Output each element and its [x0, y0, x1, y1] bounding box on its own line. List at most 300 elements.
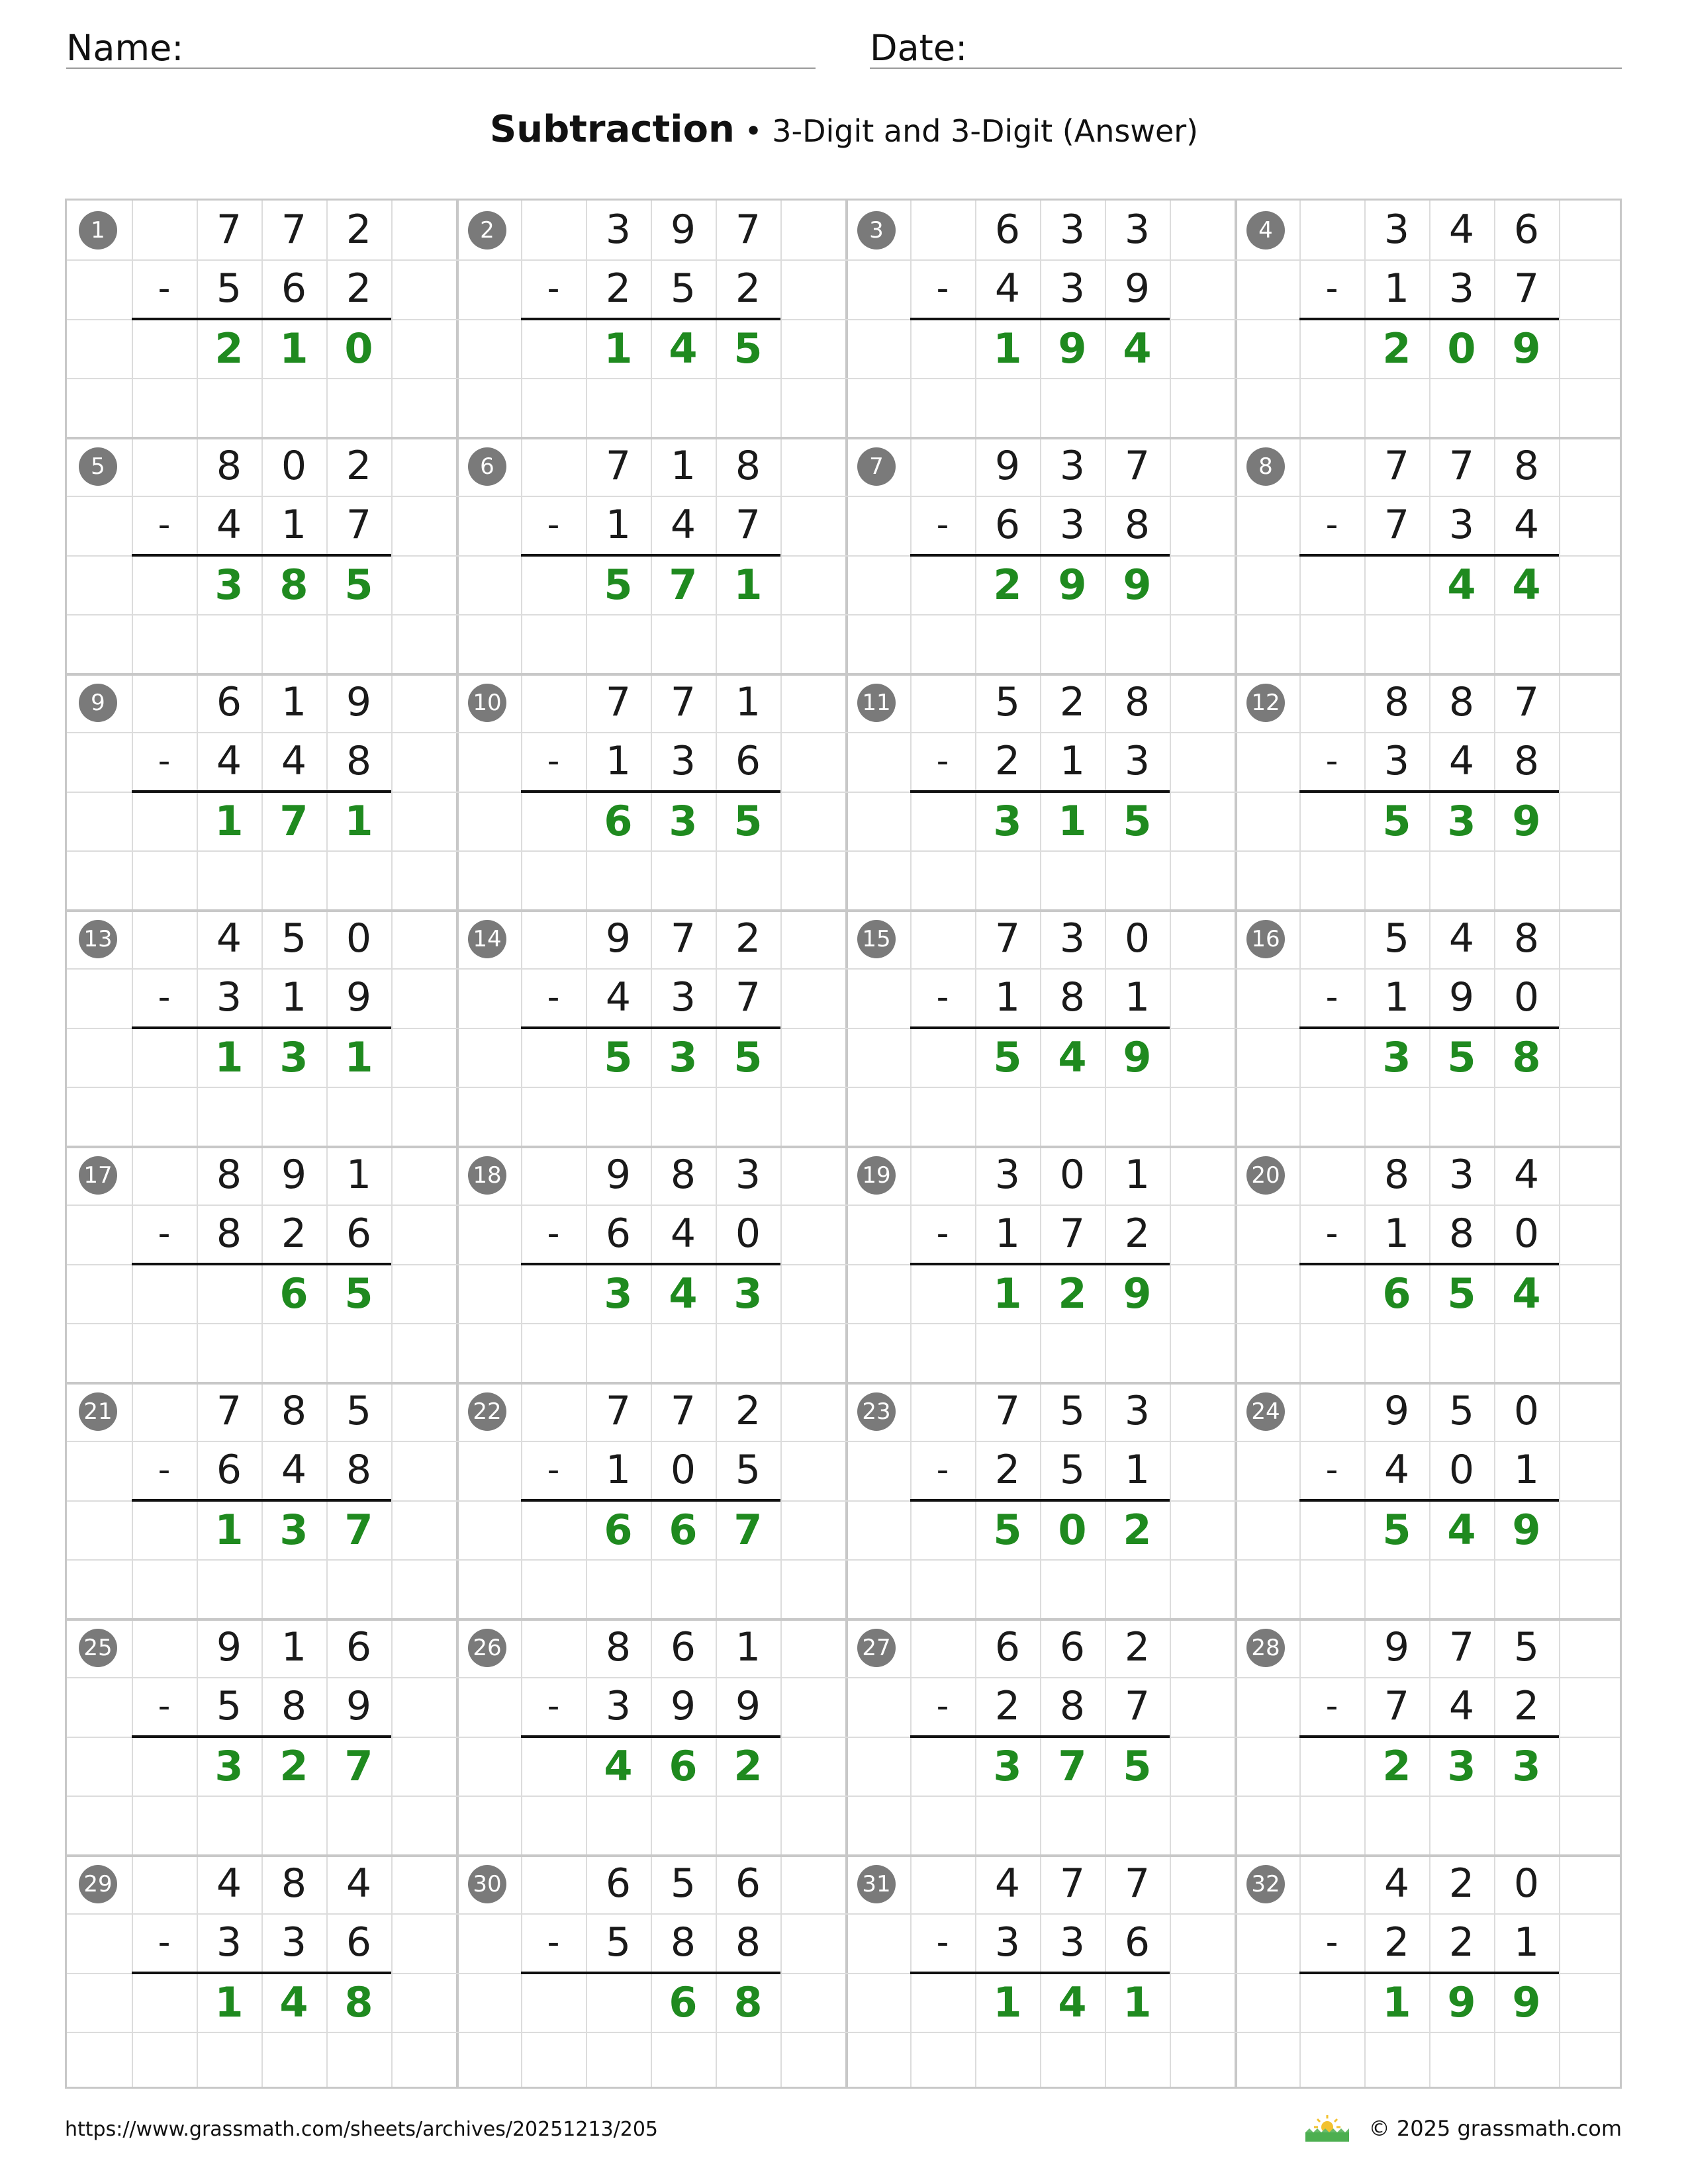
answer-rule: [132, 790, 391, 793]
minus-sign: -: [158, 741, 171, 782]
minuend-digit: 2: [346, 206, 372, 253]
minuend-digit: 7: [216, 1388, 242, 1434]
answer-rule: [521, 1263, 780, 1265]
minus-sign: -: [547, 1686, 560, 1727]
minuend-digit: 7: [281, 206, 307, 253]
problem-number-badge: 15: [857, 920, 896, 958]
answer-digit: 9: [1058, 560, 1087, 609]
answer-digit: 9: [1512, 796, 1541, 845]
minus-sign: -: [547, 1450, 560, 1490]
minuend-digit: 0: [281, 443, 307, 489]
answer-rule: [910, 1499, 1170, 1502]
minuend-digit: 4: [1383, 1860, 1410, 1907]
minus-sign: -: [158, 1686, 171, 1727]
subtrahend-digit: 3: [1383, 738, 1410, 785]
problem-number-badge: 24: [1246, 1392, 1285, 1431]
subtrahend-digit: 7: [1383, 502, 1410, 549]
subtrahend-digit: 8: [346, 738, 372, 785]
minuend-digit: 9: [281, 1152, 307, 1198]
minus-sign: -: [1325, 1214, 1338, 1254]
minus-sign: -: [936, 1214, 949, 1254]
minus-sign: -: [1325, 1450, 1338, 1490]
minuend-digit: 7: [1383, 443, 1410, 489]
answer-rule: [132, 1263, 391, 1265]
answer-digit: 3: [214, 560, 244, 609]
minus-sign: -: [158, 1214, 171, 1254]
subtrahend-digit: 8: [1448, 1210, 1475, 1257]
answer-digit: 7: [344, 1505, 373, 1554]
minuend-digit: 7: [1124, 443, 1150, 489]
minuend-digit: 4: [216, 1860, 242, 1907]
problem-number-badge: 13: [79, 920, 117, 958]
answer-digit: 5: [344, 560, 373, 609]
answer-rule: [1299, 1263, 1559, 1265]
subtrahend-digit: 3: [1448, 502, 1475, 549]
subtrahend-digit: 7: [1383, 1683, 1410, 1730]
problem-number-badge: 1: [79, 211, 117, 250]
problem-number-badge: 9: [79, 684, 117, 722]
minuend-digit: 7: [994, 915, 1021, 962]
subtrahend-digit: 6: [281, 265, 307, 312]
problem-number-badge: 14: [468, 920, 506, 958]
problem-number-badge: 11: [857, 684, 896, 722]
problem-number-badge: 19: [857, 1156, 896, 1195]
answer-digit: 7: [733, 1505, 763, 1554]
problem-number-badge: 29: [79, 1865, 117, 1903]
minuend-digit: 9: [1383, 1624, 1410, 1670]
answer-digit: 9: [1058, 324, 1087, 373]
answer-digit: 1: [214, 1505, 244, 1554]
answer-digit: 2: [279, 1741, 308, 1790]
subtrahend-digit: 0: [670, 1447, 696, 1494]
subtrahend-digit: 7: [1059, 1210, 1086, 1257]
answer-digit: 3: [1447, 1741, 1476, 1790]
answer-digit: 7: [669, 560, 698, 609]
answer-digit: 5: [1447, 1269, 1476, 1318]
subtrahend-digit: 9: [735, 1683, 761, 1730]
answer-digit: 5: [1382, 796, 1411, 845]
minus-sign: -: [158, 978, 171, 1018]
minuend-digit: 8: [735, 443, 761, 489]
problem-12: [1235, 673, 1624, 909]
minuend-digit: 7: [735, 206, 761, 253]
minuend-digit: 6: [216, 679, 242, 725]
minuend-digit: 3: [994, 1152, 1021, 1198]
subtrahend-digit: 5: [670, 265, 696, 312]
subtrahend-digit: 6: [346, 1919, 372, 1966]
minus-sign: -: [547, 1214, 560, 1254]
minuend-digit: 5: [1383, 915, 1410, 962]
subtrahend-digit: 7: [1124, 1683, 1150, 1730]
answer-digit: 1: [993, 1269, 1022, 1318]
subtrahend-digit: 5: [216, 265, 242, 312]
minuend-digit: 2: [1059, 679, 1086, 725]
minuend-digit: 9: [346, 679, 372, 725]
minuend-digit: 7: [1448, 1624, 1475, 1670]
answer-digit: 2: [1123, 1505, 1152, 1554]
minuend-digit: 1: [735, 1624, 761, 1670]
answer-digit: 5: [1123, 1741, 1152, 1790]
subtrahend-digit: 7: [346, 502, 372, 549]
subtrahend-digit: 6: [346, 1210, 372, 1257]
subtrahend-digit: 1: [1059, 738, 1086, 785]
answer-rule: [521, 1026, 780, 1029]
subtrahend-digit: 2: [1124, 1210, 1150, 1257]
minuend-digit: 6: [735, 1860, 761, 1907]
subtrahend-digit: 2: [994, 1447, 1021, 1494]
problem-26: [456, 1618, 845, 1854]
answer-digit: 1: [993, 1978, 1022, 2026]
minuend-digit: 1: [281, 1624, 307, 1670]
minuend-digit: 4: [1513, 1152, 1540, 1198]
answer-digit: 4: [1447, 560, 1476, 609]
problem-13: [67, 909, 456, 1146]
problem-number-badge: 23: [857, 1392, 896, 1431]
answer-digit: 1: [279, 324, 308, 373]
minuend-digit: 8: [605, 1624, 632, 1670]
minuend-digit: 3: [605, 206, 632, 253]
subtrahend-digit: 4: [1513, 502, 1540, 549]
answer-rule: [1299, 318, 1559, 320]
minuend-digit: 3: [1059, 443, 1086, 489]
subtrahend-digit: 7: [1513, 265, 1540, 312]
answer-digit: 6: [669, 1978, 698, 2026]
problem-number-badge: 21: [79, 1392, 117, 1431]
answer-digit: 5: [733, 796, 763, 845]
subtrahend-digit: 5: [216, 1683, 242, 1730]
problem-7: [845, 437, 1235, 673]
subtrahend-digit: 3: [281, 1919, 307, 1966]
answer-digit: 4: [1058, 1032, 1087, 1081]
problem-15: [845, 909, 1235, 1146]
answer-digit: 7: [344, 1741, 373, 1790]
subtrahend-digit: 9: [1124, 265, 1150, 312]
problem-number-badge: 16: [1246, 920, 1285, 958]
subtrahend-digit: 1: [1383, 265, 1410, 312]
minus-sign: -: [1325, 269, 1338, 309]
minus-sign: -: [158, 1923, 171, 1963]
subtrahend-digit: 3: [670, 974, 696, 1021]
problem-number-badge: 20: [1246, 1156, 1285, 1195]
subtrahend-digit: 1: [1513, 1447, 1540, 1494]
name-label: Name:: [66, 27, 184, 69]
answer-digit: 3: [279, 1505, 308, 1554]
answer-digit: 1: [993, 324, 1022, 373]
answer-digit: 2: [1058, 1269, 1087, 1318]
problem-22: [456, 1382, 845, 1618]
problem-number-badge: 30: [468, 1865, 506, 1903]
answer-digit: 9: [1123, 1032, 1152, 1081]
subtrahend-digit: 3: [1124, 738, 1150, 785]
answer-rule: [1299, 1972, 1559, 1974]
minuend-digit: 9: [605, 1152, 632, 1198]
minus-sign: -: [936, 741, 949, 782]
answer-digit: 5: [604, 1032, 633, 1081]
minuend-digit: 6: [1513, 206, 1540, 253]
subtrahend-digit: 2: [1513, 1683, 1540, 1730]
problem-number-badge: 8: [1246, 447, 1285, 486]
minus-sign: -: [158, 269, 171, 309]
subtrahend-digit: 1: [1124, 1447, 1150, 1494]
answer-digit: 9: [1512, 1978, 1541, 2026]
answer-rule: [910, 318, 1170, 320]
problem-3: [845, 201, 1235, 437]
minuend-digit: 7: [670, 1388, 696, 1434]
problem-2: [456, 201, 845, 437]
subtrahend-digit: 1: [605, 502, 632, 549]
minuend-digit: 5: [670, 1860, 696, 1907]
title-main: Subtraction: [489, 108, 735, 151]
subtrahend-digit: 1: [1383, 1210, 1410, 1257]
minuend-digit: 0: [1124, 915, 1150, 962]
answer-rule: [132, 554, 391, 557]
subtrahend-digit: 3: [994, 1919, 1021, 1966]
minuend-digit: 2: [1448, 1860, 1475, 1907]
name-line[interactable]: [66, 68, 816, 69]
subtrahend-digit: 5: [735, 1447, 761, 1494]
problem-4: [1235, 201, 1624, 437]
subtrahend-digit: 8: [216, 1210, 242, 1257]
minuend-digit: 7: [605, 443, 632, 489]
minus-sign: -: [936, 1450, 949, 1490]
minuend-digit: 4: [994, 1860, 1021, 1907]
problem-18: [456, 1146, 845, 1382]
subtrahend-digit: 1: [605, 738, 632, 785]
minuend-digit: 9: [670, 206, 696, 253]
problem-14: [456, 909, 845, 1146]
minuend-digit: 7: [216, 206, 242, 253]
problem-number-badge: 6: [468, 447, 506, 486]
problem-number-badge: 31: [857, 1865, 896, 1903]
problem-32: [1235, 1854, 1624, 2091]
minus-sign: -: [936, 269, 949, 309]
answer-digit: 5: [993, 1032, 1022, 1081]
answer-digit: 6: [604, 796, 633, 845]
subtrahend-digit: 6: [1124, 1919, 1150, 1966]
minuend-digit: 1: [735, 679, 761, 725]
problem-9: [67, 673, 456, 909]
answer-digit: 5: [1382, 1505, 1411, 1554]
subtrahend-digit: 0: [735, 1210, 761, 1257]
minus-sign: -: [547, 269, 560, 309]
subtrahend-digit: 2: [994, 1683, 1021, 1730]
answer-rule: [132, 1026, 391, 1029]
minuend-digit: 4: [346, 1860, 372, 1907]
minuend-digit: 8: [670, 1152, 696, 1198]
answer-digit: 4: [604, 1741, 633, 1790]
minuend-digit: 8: [1124, 679, 1150, 725]
problem-number-badge: 2: [468, 211, 506, 250]
answer-digit: 4: [669, 1269, 698, 1318]
subtrahend-digit: 6: [735, 738, 761, 785]
minuend-digit: 3: [1124, 206, 1150, 253]
answer-digit: 3: [604, 1269, 633, 1318]
subtrahend-digit: 9: [1448, 974, 1475, 1021]
answer-rule: [910, 790, 1170, 793]
answer-digit: 1: [733, 560, 763, 609]
minuend-digit: 7: [1059, 1860, 1086, 1907]
minuend-digit: 4: [1448, 206, 1475, 253]
subtrahend-digit: 8: [1124, 502, 1150, 549]
answer-digit: 3: [1512, 1741, 1541, 1790]
answer-digit: 2: [993, 560, 1022, 609]
answer-digit: 3: [214, 1741, 244, 1790]
subtrahend-digit: 8: [1059, 974, 1086, 1021]
answer-digit: 1: [344, 796, 373, 845]
minuend-digit: 8: [281, 1860, 307, 1907]
subtrahend-digit: 4: [281, 1447, 307, 1494]
minuend-digit: 5: [994, 679, 1021, 725]
subtrahend-digit: 1: [994, 1210, 1021, 1257]
answer-digit: 1: [214, 1978, 244, 2026]
minuend-digit: 7: [1513, 679, 1540, 725]
date-line[interactable]: [870, 68, 1622, 69]
answer-digit: 2: [214, 324, 244, 373]
answer-digit: 1: [604, 324, 633, 373]
answer-digit: 9: [1123, 560, 1152, 609]
minuend-digit: 7: [605, 1388, 632, 1434]
problem-number-badge: 27: [857, 1629, 896, 1667]
answer-rule: [910, 1026, 1170, 1029]
minuend-digit: 2: [1124, 1624, 1150, 1670]
minuend-digit: 2: [735, 915, 761, 962]
subtrahend-digit: 4: [670, 502, 696, 549]
minus-sign: -: [936, 1686, 949, 1727]
minus-sign: -: [1325, 1686, 1338, 1727]
title-subtitle: • 3-Digit and 3-Digit (Answer): [734, 113, 1199, 149]
answer-digit: 5: [1447, 1032, 1476, 1081]
answer-rule: [1299, 554, 1559, 557]
subtrahend-digit: 8: [346, 1447, 372, 1494]
problem-6: [456, 437, 845, 673]
minuend-digit: 5: [1059, 1388, 1086, 1434]
answer-rule: [1299, 1026, 1559, 1029]
problem-30: [456, 1854, 845, 2091]
grass-sun-logo-icon: [1303, 2114, 1352, 2143]
minus-sign: -: [1325, 505, 1338, 545]
minus-sign: -: [158, 1450, 171, 1490]
answer-digit: 3: [1382, 1032, 1411, 1081]
answer-digit: 6: [604, 1505, 633, 1554]
minus-sign: -: [547, 978, 560, 1018]
answer-rule: [521, 790, 780, 793]
problem-number-badge: 18: [468, 1156, 506, 1195]
answer-digit: 3: [993, 1741, 1022, 1790]
minuend-digit: 1: [670, 443, 696, 489]
subtrahend-digit: 1: [994, 974, 1021, 1021]
subtrahend-digit: 1: [1124, 974, 1150, 1021]
answer-digit: 1: [214, 796, 244, 845]
minuend-digit: 0: [346, 915, 372, 962]
minus-sign: -: [936, 1923, 949, 1963]
problem-number-badge: 12: [1246, 684, 1285, 722]
problem-number-badge: 25: [79, 1629, 117, 1667]
minuend-digit: 7: [670, 915, 696, 962]
answer-digit: 6: [669, 1505, 698, 1554]
answer-digit: 4: [1512, 1269, 1541, 1318]
answer-rule: [521, 554, 780, 557]
minuend-digit: 6: [346, 1624, 372, 1670]
answer-digit: 4: [1447, 1505, 1476, 1554]
answer-digit: 8: [1512, 1032, 1541, 1081]
answer-rule: [132, 1735, 391, 1738]
answer-digit: 6: [279, 1269, 308, 1318]
minuend-digit: 8: [1383, 1152, 1410, 1198]
answer-digit: 7: [1058, 1741, 1087, 1790]
problem-number-badge: 32: [1246, 1865, 1285, 1903]
subtrahend-digit: 9: [670, 1683, 696, 1730]
minus-sign: -: [1325, 978, 1338, 1018]
problem-1: [67, 201, 456, 437]
worksheet-grid: [65, 199, 1622, 2089]
subtrahend-digit: 3: [605, 1683, 632, 1730]
problem-number-badge: 26: [468, 1629, 506, 1667]
subtrahend-digit: 6: [605, 1210, 632, 1257]
answer-digit: 1: [1382, 1978, 1411, 2026]
answer-digit: 3: [993, 796, 1022, 845]
minuend-digit: 3: [1059, 915, 1086, 962]
problem-16: [1235, 909, 1624, 1146]
answer-digit: 0: [344, 324, 373, 373]
minuend-digit: 1: [281, 679, 307, 725]
minuend-digit: 7: [1448, 443, 1475, 489]
minuend-digit: 8: [216, 1152, 242, 1198]
subtrahend-digit: 2: [994, 738, 1021, 785]
subtrahend-digit: 1: [281, 974, 307, 1021]
answer-digit: 4: [279, 1978, 308, 2026]
problem-number-badge: 3: [857, 211, 896, 250]
subtrahend-digit: 9: [346, 974, 372, 1021]
subtrahend-digit: 8: [1513, 738, 1540, 785]
minuend-digit: 8: [1383, 679, 1410, 725]
answer-digit: 8: [344, 1978, 373, 2026]
answer-rule: [132, 318, 391, 320]
problem-5: [67, 437, 456, 673]
problem-28: [1235, 1618, 1624, 1854]
answer-rule: [521, 1735, 780, 1738]
minuend-digit: 7: [994, 1388, 1021, 1434]
answer-digit: 1: [214, 1032, 244, 1081]
subtrahend-digit: 1: [605, 1447, 632, 1494]
answer-digit: 9: [1512, 324, 1541, 373]
problem-11: [845, 673, 1235, 909]
subtrahend-digit: 8: [1059, 1683, 1086, 1730]
answer-digit: 8: [279, 560, 308, 609]
problem-27: [845, 1618, 1235, 1854]
minuend-digit: 8: [216, 443, 242, 489]
answer-digit: 1: [344, 1032, 373, 1081]
answer-rule: [910, 1735, 1170, 1738]
minuend-digit: 4: [216, 915, 242, 962]
subtrahend-digit: 5: [1059, 1447, 1086, 1494]
minuend-digit: 3: [1059, 206, 1086, 253]
problem-10: [456, 673, 845, 909]
minuend-digit: 6: [1059, 1624, 1086, 1670]
answer-rule: [521, 1972, 780, 1974]
minuend-digit: 3: [735, 1152, 761, 1198]
subtrahend-digit: 3: [1448, 265, 1475, 312]
minuend-digit: 0: [1059, 1152, 1086, 1198]
problem-20: [1235, 1146, 1624, 1382]
minuend-digit: 6: [994, 206, 1021, 253]
subtrahend-digit: 3: [1059, 1919, 1086, 1966]
answer-rule: [910, 1972, 1170, 1974]
problem-29: [67, 1854, 456, 2091]
minuend-digit: 5: [1448, 1388, 1475, 1434]
subtrahend-digit: 3: [1059, 502, 1086, 549]
subtrahend-digit: 6: [994, 502, 1021, 549]
answer-digit: 9: [1512, 1505, 1541, 1554]
